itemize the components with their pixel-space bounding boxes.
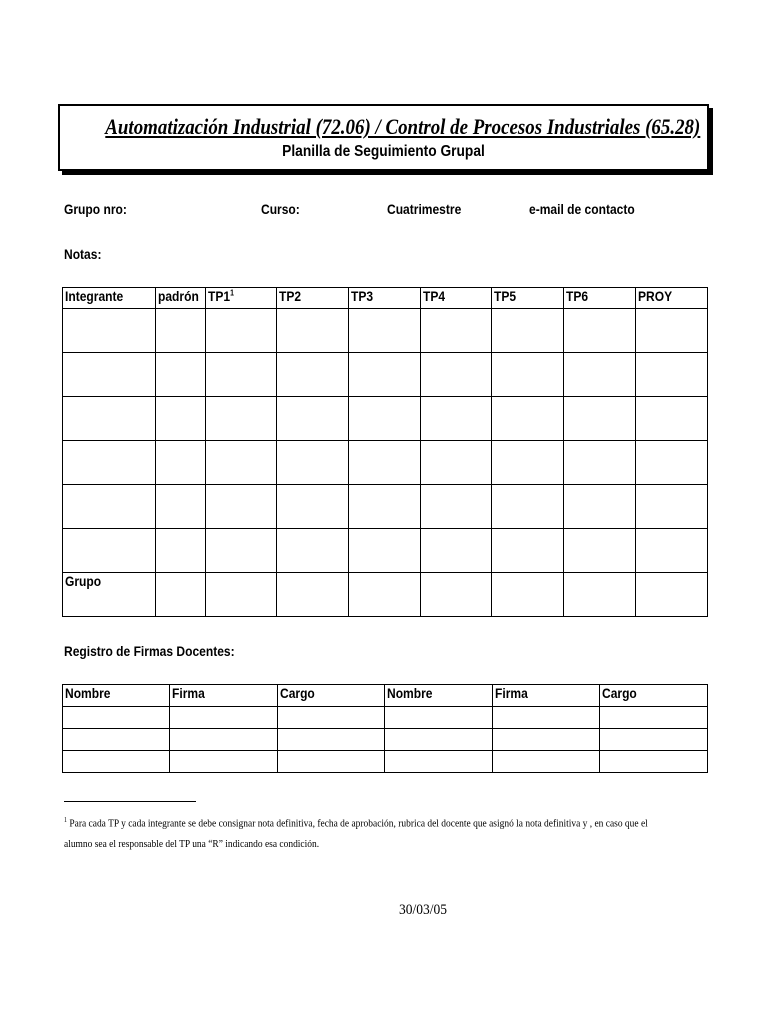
signature-cell[interactable] [63, 707, 170, 729]
col-header-tp1: $TP1^1$ [206, 288, 277, 309]
table-row [63, 309, 708, 353]
col-header-padron: padrón [156, 288, 206, 309]
signature-cell[interactable] [385, 707, 493, 729]
grade-cell[interactable] [492, 441, 564, 485]
signature-cell[interactable] [170, 729, 278, 751]
signature-cell[interactable] [278, 751, 385, 773]
signature-cell[interactable] [278, 707, 385, 729]
col-header-tp2: TP2 [277, 288, 349, 309]
signature-cell[interactable] [278, 729, 385, 751]
col-header-cargo: Cargo [278, 685, 385, 707]
document-title: Automatización Industrial (72.06) / Control de Procesos Industriales (65.28) [105, 114, 701, 139]
col-header-tp3: TP3 [349, 288, 421, 309]
col-header-firma: Firma [170, 685, 278, 707]
col-header-proy: PROY [636, 288, 708, 309]
footnote [64, 810, 666, 854]
col-header-integrante: Integrante [63, 288, 156, 309]
table-row [63, 751, 708, 773]
col-header-tp5: TP5 [492, 288, 564, 309]
grade-cell[interactable] [349, 529, 421, 573]
grade-cell[interactable] [277, 353, 349, 397]
grade-cell[interactable] [636, 353, 708, 397]
signature-cell[interactable] [600, 751, 708, 773]
grade-cell[interactable] [156, 441, 206, 485]
grade-cell[interactable] [206, 397, 277, 441]
grade-cell[interactable] [636, 573, 708, 617]
footnote-divider [64, 801, 196, 802]
cuatrimestre-label: Cuatrimestre [387, 201, 462, 217]
grades-header-row [63, 288, 708, 309]
grade-cell[interactable] [636, 309, 708, 353]
footnote-marker: 1 [64, 816, 68, 824]
col-header-tp6: TP6 [564, 288, 636, 309]
footnote-ref: 1 [230, 288, 234, 298]
grade-cell[interactable] [564, 573, 636, 617]
grade-cell[interactable] [206, 353, 277, 397]
col-header-tp4: TP4 [421, 288, 492, 309]
curso-label: Curso: [261, 201, 300, 217]
document-subtitle: Planilla de Seguimiento Grupal [282, 143, 485, 160]
grade-cell[interactable] [492, 485, 564, 529]
grade-cell[interactable] [349, 353, 421, 397]
grade-cell[interactable] [156, 353, 206, 397]
grade-cell[interactable] [492, 353, 564, 397]
group-row-label: Grupo [63, 573, 156, 617]
grade-cell[interactable] [277, 529, 349, 573]
table-row [63, 707, 708, 729]
grade-cell[interactable] [564, 309, 636, 353]
signature-cell[interactable] [600, 729, 708, 751]
grade-cell[interactable] [564, 353, 636, 397]
signature-cell[interactable] [385, 729, 493, 751]
table-row [63, 729, 708, 751]
grade-cell[interactable] [492, 573, 564, 617]
group-row [63, 573, 708, 617]
table-row [63, 441, 708, 485]
footnote-text: Para cada TP y cada integrante se debe consignar nota definitiva, fecha de aprobación, rubrica del docente que asignó la nota definitiva y , en caso que el alumno sea el responsable del TP una “R” indicando esa condición. [64, 817, 648, 850]
grade-cell[interactable] [63, 485, 156, 529]
grade-cell[interactable] [63, 441, 156, 485]
grade-cell[interactable] [156, 397, 206, 441]
grade-cell[interactable] [349, 573, 421, 617]
grade-cell[interactable] [277, 309, 349, 353]
col-header-cargo-2: Cargo [600, 685, 708, 707]
grade-cell[interactable] [492, 309, 564, 353]
grade-cell[interactable] [277, 397, 349, 441]
grade-cell[interactable] [421, 441, 492, 485]
grade-cell[interactable] [636, 485, 708, 529]
signature-cell[interactable] [63, 729, 170, 751]
col-header-firma-2: Firma [493, 685, 600, 707]
signatures-heading: Registro de Firmas Docentes: [64, 643, 235, 659]
signatures-table [62, 684, 708, 773]
notas-label: Notas: [64, 246, 102, 262]
grade-cell[interactable] [277, 573, 349, 617]
grade-cell[interactable] [349, 309, 421, 353]
grade-cell[interactable] [636, 397, 708, 441]
grade-cell[interactable] [564, 441, 636, 485]
grade-cell[interactable] [156, 485, 206, 529]
signature-cell[interactable] [493, 751, 600, 773]
grade-cell[interactable] [206, 529, 277, 573]
col-header-nombre: Nombre [63, 685, 170, 707]
signature-cell[interactable] [600, 707, 708, 729]
grade-cell[interactable] [206, 441, 277, 485]
grade-cell[interactable] [421, 309, 492, 353]
grupo-nro-label: Grupo nro: [64, 201, 127, 217]
grade-cell[interactable] [564, 529, 636, 573]
grade-cell[interactable] [349, 397, 421, 441]
signature-cell[interactable] [493, 729, 600, 751]
grade-cell[interactable] [63, 529, 156, 573]
grade-cell[interactable] [206, 485, 277, 529]
signature-cell[interactable] [385, 751, 493, 773]
grade-cell[interactable] [421, 573, 492, 617]
grade-cell[interactable] [492, 529, 564, 573]
grade-cell[interactable] [636, 441, 708, 485]
grades-table [62, 287, 708, 617]
grade-cell[interactable] [421, 529, 492, 573]
grade-cell[interactable] [349, 485, 421, 529]
grade-cell[interactable] [206, 573, 277, 617]
signature-cell[interactable] [170, 707, 278, 729]
grade-cell[interactable] [63, 353, 156, 397]
grade-cell[interactable] [156, 529, 206, 573]
table-row [63, 353, 708, 397]
signature-cell[interactable] [493, 707, 600, 729]
grade-cell[interactable] [63, 397, 156, 441]
col-header-nombre-2: Nombre [385, 685, 493, 707]
grade-cell[interactable] [63, 309, 156, 353]
email-label: e-mail de contacto [529, 201, 635, 217]
document-header [58, 104, 709, 171]
grade-cell[interactable] [421, 485, 492, 529]
grade-cell[interactable] [156, 309, 206, 353]
table-row [63, 485, 708, 529]
signatures-header-row [63, 685, 708, 707]
table-row [63, 397, 708, 441]
document-date: 30/03/05 [399, 902, 448, 918]
table-row [63, 529, 708, 573]
signature-cell[interactable] [63, 751, 170, 773]
grade-cell[interactable] [349, 441, 421, 485]
grade-cell[interactable] [564, 485, 636, 529]
grade-cell[interactable] [277, 485, 349, 529]
grade-cell[interactable] [277, 441, 349, 485]
signature-cell[interactable] [170, 751, 278, 773]
grade-cell[interactable] [421, 397, 492, 441]
grade-cell[interactable] [636, 529, 708, 573]
grade-cell[interactable] [206, 309, 277, 353]
grade-cell[interactable] [156, 573, 206, 617]
grade-cell[interactable] [421, 353, 492, 397]
grade-cell[interactable] [492, 397, 564, 441]
grade-cell[interactable] [564, 397, 636, 441]
